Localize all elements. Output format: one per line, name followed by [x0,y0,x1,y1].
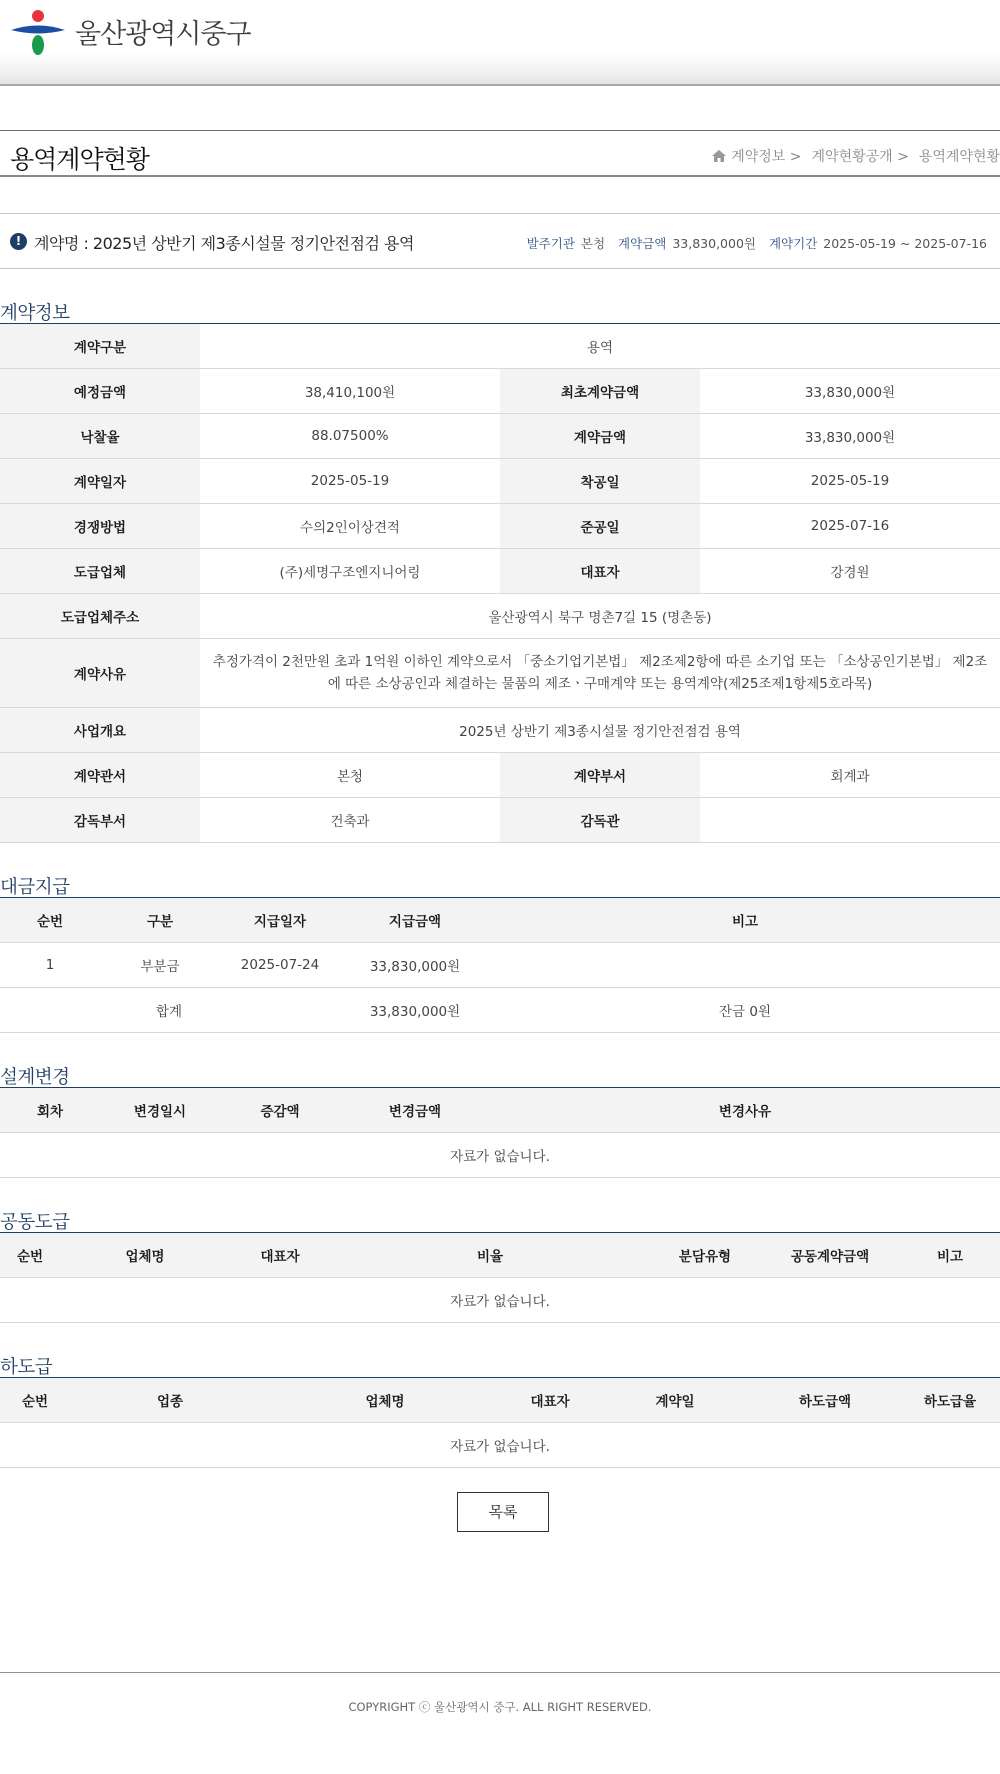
breadcrumb-item-service-contract[interactable]: 용역계약현황 [918,149,1000,165]
table-row [0,1423,1000,1468]
section-title-design-change: 설계변경 [0,1067,70,1088]
table-row [0,414,1000,459]
column-header: 대표자 [230,1233,330,1278]
table-total-row [0,988,1000,1033]
column-header: 순번 [0,1378,70,1423]
contracting-department-value: 회계과 [700,753,1000,798]
section-title-payment: 대금지급 [0,877,70,898]
empty-message: 자료가 없습니다. [0,1133,1000,1178]
bid-rate-label: 낙찰율 [0,414,200,459]
table-row [0,639,1000,708]
initial-contract-amount-label: 최초계약금액 [500,369,700,414]
list-button[interactable]: 목록 [457,1492,549,1532]
copyright-text: COPYRIGHT ⓒ 울산광역시 중구. ALL RIGHT RESERVED. [348,1700,652,1714]
exclamation-icon: ! [10,233,27,250]
column-header: 회차 [0,1088,100,1133]
start-date-label: 착공일 [500,459,700,504]
agency-label: 발주기관 [526,236,575,251]
period-value: 2025-05-19 ~ 2025-07-16 [823,236,987,251]
start-date-value: 2025-05-19 [700,459,1000,504]
contractor-address-label: 도급업체주소 [0,594,200,639]
column-header: 변경사유 [490,1088,1000,1133]
representative-label: 대표자 [500,549,700,594]
contract-reason-label: 계약사유 [0,639,200,708]
contract-amount-label: 계약금액 [500,414,700,459]
column-header: 대표자 [500,1378,600,1423]
contract-type-label: 계약구분 [0,324,200,369]
column-header: 구분 [100,898,220,943]
contractor-label: 도급업체 [0,549,200,594]
empty-message: 자료가 없습니다. [0,1278,1000,1323]
column-header: 분담유형 [650,1233,760,1278]
supervising-department-label: 감독부서 [0,798,200,843]
joint-contract-table [0,1232,1000,1323]
supervisor-value [700,798,1000,843]
section-title-joint-contract: 공동도급 [0,1212,70,1233]
design-change-table [0,1087,1000,1178]
contractor-address-value: 울산광역시 북구 명촌7길 15 (명촌동) [200,594,1000,639]
total-label: 합계 [0,988,220,1033]
estimated-price-value: 38,410,100원 [200,369,500,414]
column-header: 업체명 [270,1378,500,1423]
table-row [0,549,1000,594]
ulsan-junggu-logo-icon[interactable] [9,9,67,55]
column-header: 업체명 [60,1233,230,1278]
contract-meta [518,234,987,252]
table-row [0,1278,1000,1323]
amount-label: 계약금액 [618,236,667,251]
contract-summary [0,213,1000,269]
contract-name: 계약명 : 2025년 상반기 제3종시설물 정기안전점검 용역 [34,234,414,253]
contract-date-label: 계약일자 [0,459,200,504]
payment-note [490,943,1000,988]
table-row [0,324,1000,369]
table-row [0,943,1000,988]
column-header: 증감액 [220,1088,340,1133]
table-header-row [0,1088,1000,1133]
column-header: 변경금액 [340,1088,490,1133]
empty-cell [220,988,340,1033]
payment-no: 1 [0,943,100,988]
table-row [0,369,1000,414]
contracting-office-label: 계약관서 [0,753,200,798]
site-footer [0,1672,1000,1774]
breadcrumb [711,146,1000,166]
contract-type-value: 용역 [200,324,1000,369]
site-logo-text[interactable]: 울산광역시중구 [75,19,251,50]
empty-message: 자료가 없습니다. [0,1423,1000,1468]
estimated-price-label: 예정금액 [0,369,200,414]
column-header: 공동계약금액 [760,1233,900,1278]
representative-value: 강경원 [700,549,1000,594]
amount-value: 33,830,000원 [672,236,756,251]
column-header: 비고 [900,1233,1000,1278]
column-header: 하도급율 [900,1378,1000,1423]
competition-method-label: 경쟁방법 [0,504,200,549]
subcontract-table [0,1377,1000,1468]
payment-table [0,897,1000,1033]
column-header: 비고 [490,898,1000,943]
completion-date-value: 2025-07-16 [700,504,1000,549]
table-row [0,708,1000,753]
contract-date-value: 2025-05-19 [200,459,500,504]
contracting-office-value: 본청 [200,753,500,798]
contract-reason-value: 추정가격이 2천만원 초과 1억원 이하인 계약으로서 「중소기업기본법」 제2조제2항에 따른 소기업 또는 「소상공인기본법」 제2조에 따른 소상공인과 체결하는 물품의 제조ㆍ구매계약 또는 용역계약(제25조제1항제5호라목) [200,639,1000,708]
table-row [0,798,1000,843]
contract-info-table [0,323,1000,843]
contract-amount-value: 33,830,000원 [700,414,1000,459]
period-label: 계약기간 [768,236,818,251]
payment-type: 부분금 [100,943,220,988]
payment-amount: 33,830,000원 [340,943,490,988]
table-row [0,459,1000,504]
page-title: 용역계약현황 [10,145,149,174]
table-row [0,1133,1000,1178]
table-header-row [0,1378,1000,1423]
table-row [0,753,1000,798]
contractor-value: (주)세명구조엔지니어링 [200,549,500,594]
column-header: 지급일자 [220,898,340,943]
section-title-subcontract: 하도급 [0,1357,53,1378]
table-row [0,594,1000,639]
breadcrumb-item-contract-disclosure[interactable]: 계약현황공개 > [811,149,909,165]
supervisor-label: 감독관 [500,798,700,843]
column-header: 순번 [0,1233,60,1278]
column-header: 비율 [330,1233,650,1278]
table-header-row [0,1233,1000,1278]
section-title-contract-info: 계약정보 [0,303,70,324]
supervising-department-value: 건축과 [200,798,500,843]
completion-date-label: 준공일 [500,504,700,549]
home-icon[interactable] [711,149,727,163]
project-summary-value: 2025년 상반기 제3종시설물 정기안전점검 용역 [200,708,1000,753]
column-header: 지급금액 [340,898,490,943]
site-header [0,0,1000,86]
column-header: 업종 [70,1378,270,1423]
project-summary-label: 사업개요 [0,708,200,753]
contracting-department-label: 계약부서 [500,753,700,798]
bid-rate-value: 88.07500% [200,414,500,459]
column-header: 하도급액 [750,1378,900,1423]
total-amount: 33,830,000원 [340,988,490,1033]
agency-value: 본청 [580,236,606,251]
competition-method-value: 수의2인이상견적 [200,504,500,549]
breadcrumb-item-contract-info[interactable]: 계약정보 > [731,149,802,165]
table-row [0,504,1000,549]
column-header: 변경일시 [100,1088,220,1133]
page-title-bar [0,130,1000,177]
column-header: 순번 [0,898,100,943]
balance: 잔금 0원 [490,988,1000,1033]
column-header: 계약일 [600,1378,750,1423]
initial-contract-amount-value: 33,830,000원 [700,369,1000,414]
table-header-row [0,898,1000,943]
payment-date: 2025-07-24 [220,943,340,988]
